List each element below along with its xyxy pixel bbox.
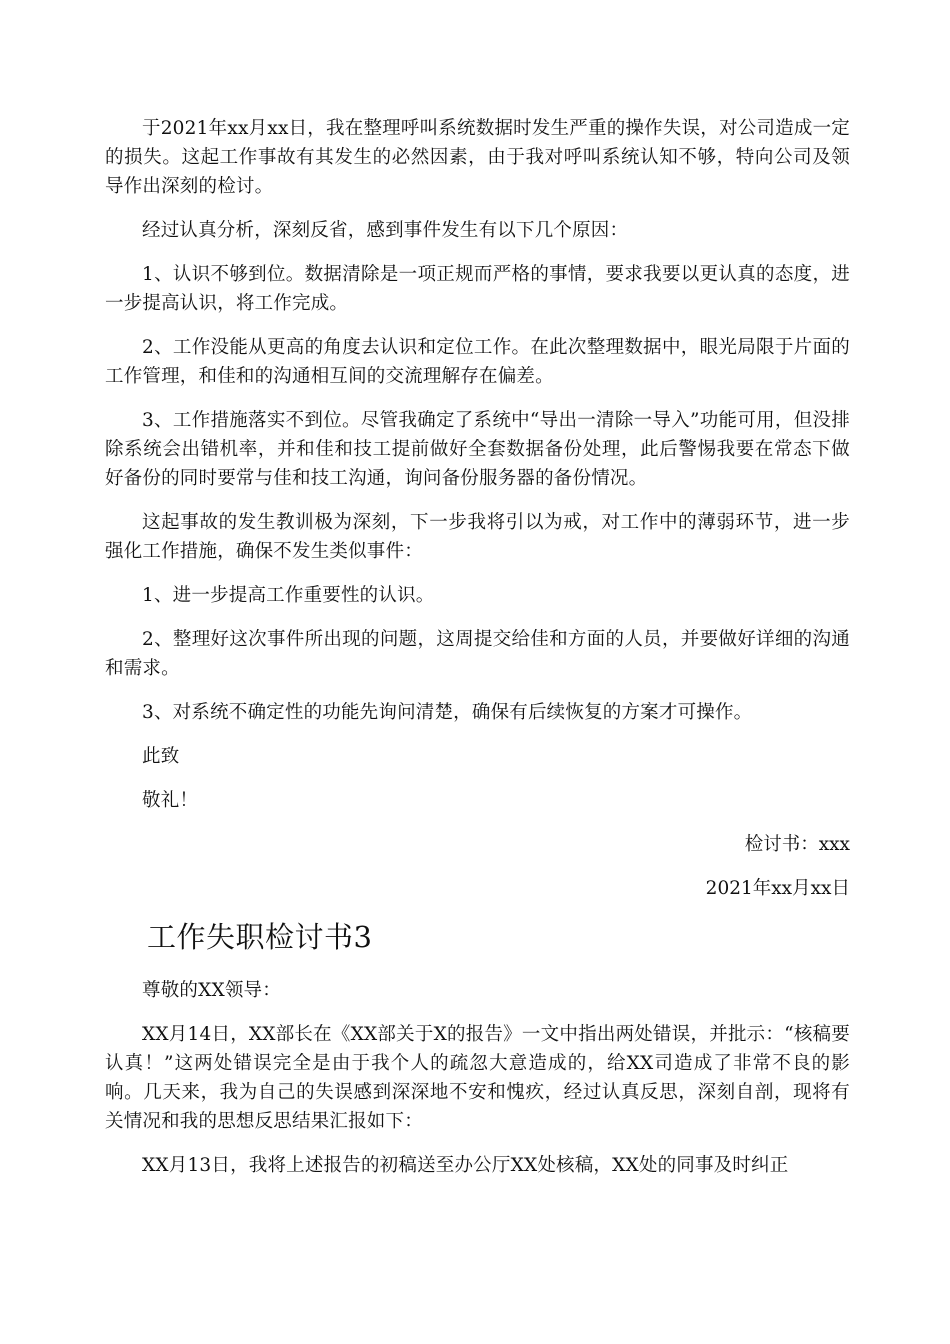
paragraph-incident: 于2021年xx月xx日，我在整理呼叫系统数据时发生严重的操作失误，对公司造成一定的损失。这起工作事故有其发生的必然因素，由于我对呼叫系统认知不够，特向公司及领导作出深刻的检讨。	[105, 118, 850, 197]
paragraph-reason-2: 2、工作没能从更高的角度去认识和定位工作。在此次整理数据中，眼光局限于片面的工作管理，和佳和的沟通相互间的交流理解存在偏差。	[105, 337, 850, 387]
paragraph-measure-3: 3、对系统不确定性的功能先询问清楚，确保有后续恢复的方案才可操作。	[142, 702, 753, 723]
paragraph-reason-3: 3、工作措施落实不到位。尽管我确定了系统中“导出一清除一导入”功能可用，但没排除系统会出错机率，并和佳和技工提前做好全套数据备份处理，此后警惕我要在常态下做好备份的同时要常与佳和技工沟通，询问备份服务器的备份情况。	[105, 410, 850, 489]
paragraph-measure-2: 2、整理好这次事件所出现的问题，这周提交给佳和方面的人员，并要做好详细的沟通和需求。	[105, 629, 850, 679]
paragraph-reason-1: 1、认识不够到位。数据清除是一项正规而严格的事情，要求我要以更认真的态度，进一步提高认识，将工作完成。	[105, 264, 850, 314]
section-heading: 工作失职检讨书3	[147, 920, 373, 954]
paragraph-greeting: 尊敬的XX领导：	[142, 980, 281, 1001]
paragraph-error-report: XX月14日，XX部长在《XX部关于X的报告》一文中指出两处错误，并批示：“核稿要认真！”这两处错误完全是由于我个人的疏忽大意造成的，给XX司造成了非常不良的影响。几天来，我为自己的失误感到深深地不安和愧疚，经过认真反思，深刻自剖，现将有关情况和我的思想反思结果汇报如下：	[105, 1024, 850, 1132]
paragraph-background: XX月13日，我将上述报告的初稿送至办公厅XX处核稿，XX处的同事及时纠正	[142, 1155, 789, 1176]
paragraph-analysis-intro: 经过认真分析，深刻反省，感到事件发生有以下几个原因：	[142, 220, 629, 241]
signature: 检讨书：xxx	[744, 834, 850, 855]
signature-date: 2021年xx月xx日	[705, 878, 850, 899]
closing-regards: 敬礼！	[142, 790, 199, 811]
document-body	[105, 114, 850, 1195]
closing-salutation: 此致	[142, 746, 180, 767]
paragraph-lesson: 这起事故的发生教训极为深刻，下一步我将引以为戒，对工作中的薄弱环节，进一步强化工作措施，确保不发生类似事件：	[105, 512, 850, 562]
paragraph-measure-1: 1、进一步提高工作重要性的认识。	[142, 585, 435, 606]
